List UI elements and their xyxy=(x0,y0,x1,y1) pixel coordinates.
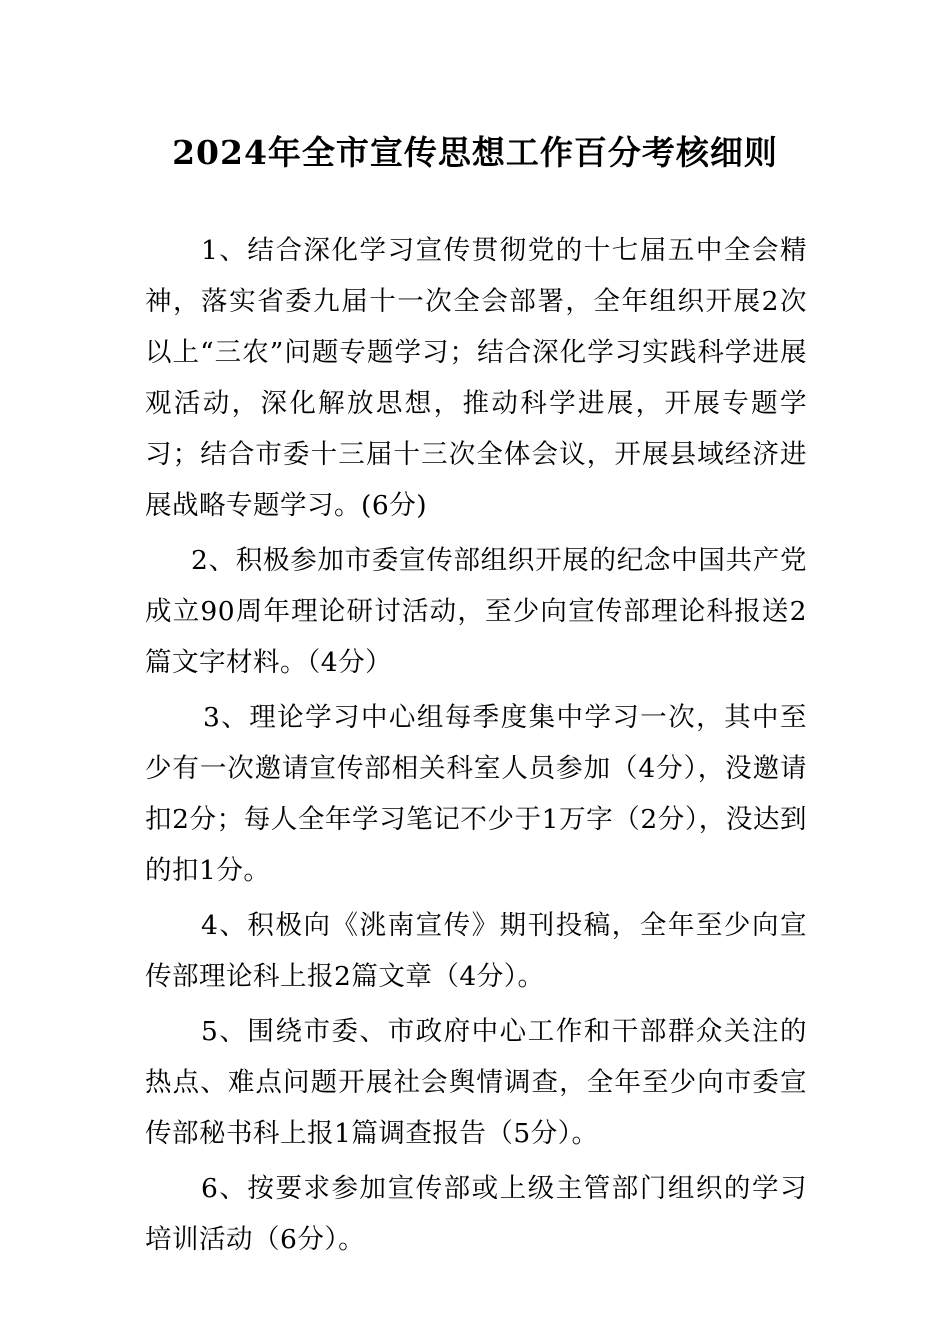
document-title: 2024年全市宣传思想工作百分考核细则 xyxy=(172,133,778,172)
paragraph-item-3: 3、理论学习中心组每季度集中学习一次，其中至少有一次邀请宣传部相关科室人员参加（4分），没邀请扣2分；每人全年学习笔记不少于1万字（2分），没达到的扣1分。 xyxy=(145,702,807,886)
paragraph-item-1: 1、结合深化学习宣传贯彻党的十七届五中全会精神，落实省委九届十一次全会部署，全年组织开展2次以上“三农”问题专题学习；结合深化学习实践科学进展观活动，深化解放思想，推动科学进展，开展专题学习；结合市委十三届十三次全体会议，开展县域经济进展战略专题学习。(6分) xyxy=(145,235,807,521)
paragraph-item-4: 4、积极向《洮南宣传》期刊投稿，全年至少向宣传部理论科上报2篇文章（4分）。 xyxy=(145,910,807,992)
paragraph-item-2: 2、积极参加市委宣传部组织开展的纪念中国共产党成立90周年理论研讨活动，至少向宣传部理论科报送2篇文字材料。（4分） xyxy=(145,545,807,678)
document-body xyxy=(145,225,807,1265)
paragraph-item-6: 6、按要求参加宣传部或上级主管部门组织的学习培训活动（6分）。 xyxy=(145,1173,807,1255)
paragraph-item-5: 5、围绕市委、市政府中心工作和干部群众关注的热点、难点问题开展社会舆情调查，全年至少向市委宣传部秘书科上报1篇调查报告（5分）。 xyxy=(145,1016,807,1149)
